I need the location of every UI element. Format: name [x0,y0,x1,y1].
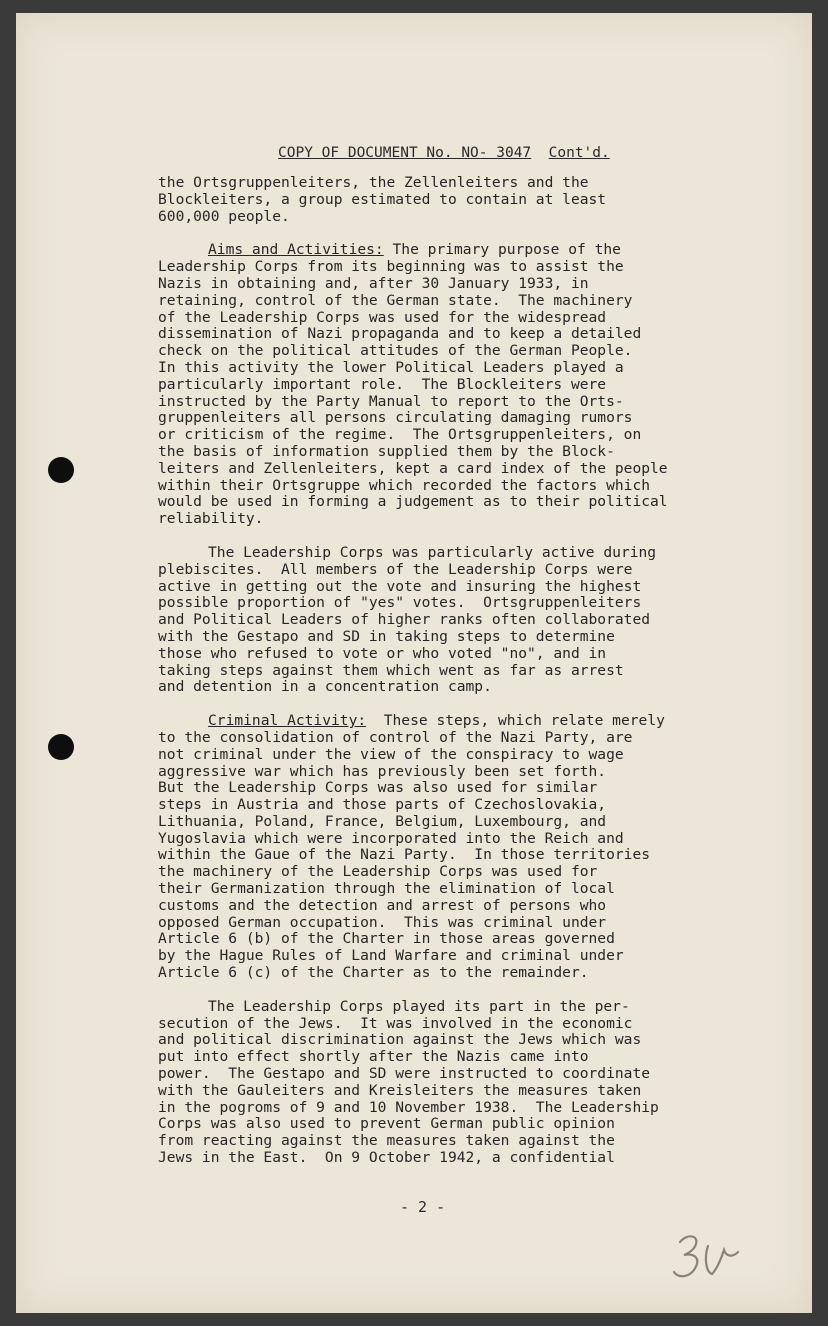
text-line: the Ortsgruppenleiters, the Zellenleiters and the [158,174,589,191]
text-line: within the Gaue of the Nazi Party. In those territories [158,846,651,864]
paragraph-plebiscites [158,545,748,696]
document-body [158,175,748,1167]
text-line: plebiscites. All members of the Leadership Corps were [158,560,633,578]
text-line: aggressive war which has previously been set forth. [158,762,607,780]
text-line: Leadership Corps from its beginning was to assist the [158,258,624,276]
text-line: their Germanization through the elimination of local [158,880,615,898]
text-line: reliability. [158,510,264,528]
text-line: retaining, control of the German state. The machinery [158,291,633,309]
text-line: Yugoslavia which were incorporated into the Reich and [158,829,624,847]
paragraph-aims-activities [158,242,748,528]
text-line: check on the political attitudes of the German People. [158,342,633,360]
text-line: from reacting against the measures taken against the [158,1132,615,1150]
text-line: within their Ortsgruppe which recorded the factors which [158,476,651,494]
text-line: Jews in the East. On 9 October 1942, a confidential [158,1149,615,1167]
text-line: secution of the Jews. It was involved in the economic [158,1014,633,1032]
text-line: Blockleiters, a group estimated to contain at least [158,190,607,208]
text-line: in the pogroms of 9 and 10 November 1938. The Leadership [158,1098,659,1116]
text-line: and detention in a concentration camp. [158,678,492,696]
text-line: 600,000 people. [158,207,290,225]
text-line: The Leadership Corps played its part in the per- [208,997,630,1015]
text-line: steps in Austria and those parts of Czechoslovakia, [158,796,607,814]
text-line: The Leadership Corps was particularly active during [208,543,657,561]
text-line: not criminal under the view of the conspiracy to wage [158,745,624,763]
text-line: Corps was also used to prevent German public opinion [158,1115,615,1133]
header-title: COPY OF DOCUMENT No. NO- 3047 [278,145,532,161]
paragraph-persecution [158,999,748,1167]
text-line: the basis of information supplied them by the Block- [158,442,615,460]
text-line: possible proportion of "yes" votes. Ortsgruppenleiters [158,594,642,612]
text-line: would be used in forming a judgement as to their political [158,493,668,511]
paragraph-criminal-activity [158,713,748,982]
text-line: leiters and Zellenleiters, kept a card index of the people [158,459,668,477]
text-line: put into effect shortly after the Nazis came into [158,1048,589,1066]
text-line: or criticism of the regime. The Ortsgruppenleiters, on [158,426,642,444]
text-line: But the Leadership Corps was also used for similar [158,779,598,797]
page-number: - 2 - [400,1198,446,1216]
section-heading-criminal: Criminal Activity: [208,712,367,730]
handwritten-annotation [672,1228,742,1292]
text-fragment: These steps, which relate merely [366,712,665,730]
text-line: power. The Gestapo and SD were instructed to coordinate [158,1065,651,1083]
text-line: Article 6 (c) of the Charter as to the remainder. [158,964,589,982]
text-line: Nazis in obtaining and, after 30 January 1933, in [158,274,589,292]
text-line: by the Hague Rules of Land Warfare and criminal under [158,947,624,965]
text-line: with the Gestapo and SD in taking steps to determine [158,627,615,645]
text-fragment: The primary purpose of the [383,241,621,259]
text-line: of the Leadership Corps was used for the widespread [158,308,607,326]
punch-hole-lower [48,734,74,760]
text-line: taking steps against them which went as far as arrest [158,661,624,679]
text-line: particularly important role. The Blockleiters were [158,375,607,393]
text-line: opposed German occupation. This was criminal under [158,913,607,931]
text-line: to the consolidation of control of the Nazi Party, are [158,728,633,746]
text-line: instructed by the Party Manual to report to the Orts- [158,392,624,410]
text-line: Lithuania, Poland, France, Belgium, Luxembourg, and [158,812,607,830]
text-line [158,242,748,259]
document-header [278,145,610,161]
text-line: Article 6 (b) of the Charter in those areas governed [158,930,615,948]
text-line: customs and the detection and arrest of persons who [158,896,607,914]
punch-hole-upper [48,457,74,483]
text-line: dissemination of Nazi propaganda and to keep a detailed [158,325,642,343]
paragraph-intro [158,175,748,225]
header-contd: Cont'd. [548,145,610,161]
text-line: and political discrimination against the Jews which was [158,1031,642,1049]
section-heading-aims: Aims and Activities: [208,241,384,259]
text-line: with the Gauleiters and Kreisleiters the measures taken [158,1081,642,1099]
pencil-mark-icon [672,1228,742,1288]
text-line: and Political Leaders of higher ranks often collaborated [158,611,651,629]
text-line: In this activity the lower Political Leaders played a [158,358,624,376]
text-line: active in getting out the vote and insuring the highest [158,577,642,595]
text-line [158,713,748,730]
text-line: the machinery of the Leadership Corps was used for [158,863,598,881]
text-line: those who refused to vote or who voted "no", and in [158,644,607,662]
text-line: gruppenleiters all persons circulating damaging rumors [158,409,633,427]
